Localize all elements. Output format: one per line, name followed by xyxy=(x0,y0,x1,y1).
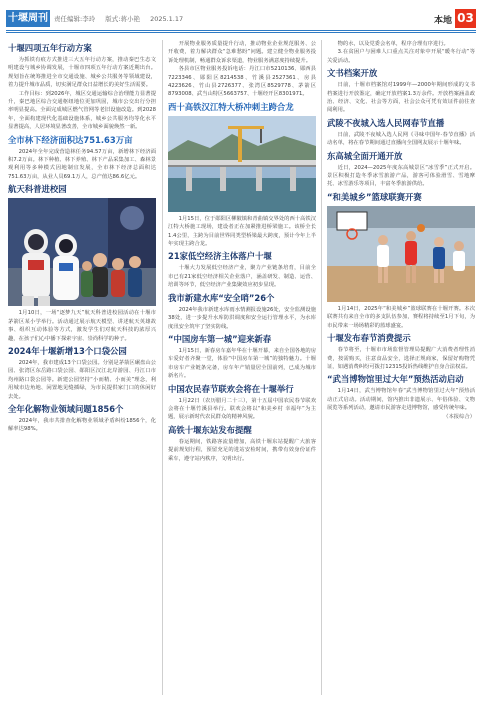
article-headline: “和美城乡”篮球联赛开赛 xyxy=(327,191,422,202)
article-headline: 西十高铁汉江特大桥冲刺主跨合龙 xyxy=(168,101,294,112)
masthead-rule xyxy=(6,30,476,31)
article-paragraph: 各县市区物业服务投诉电话：丹江口市5210136、郧西县7223346、郧阳区8214538、竹溪县2527361、房县4223626、竹山县2726377、张湾区8529778、茅箭区8793008、武当山特区5663757、十堰经开区8301971。 xyxy=(168,66,316,98)
article-paragraph: 为抓铁有痕方式推进三大五年行动方案，推动秦巴生态文明建设与城乡协调发展，十堰市四项五年行动方案近期出台。规划旨在统筹推进全市交通设施、城乡公共服务等领域建设，着力提升城市品质，切实满足群众日益增长的美好生活需要。 xyxy=(8,57,156,89)
article-headline: “中国房车第一城”迎来新春 xyxy=(168,333,272,344)
article-headline: 我市新建水库“安全哨”26个 xyxy=(168,292,275,303)
section-name: 本地 xyxy=(433,16,452,26)
photo-caption: 1月14日，2025年“和美城乡”篮球联赛在十堰开赛。本次联赛共有来自全市的多支队伍参加，赛程将持续至1月下旬，为市民带来一场场精彩的篮球盛宴。 xyxy=(327,305,475,329)
article-paragraph: 近日，2024—2025年度东高城景区“冰雪季”正式开启。景区积极打造冬季冰雪旅游产品，游客可体验滑雪、雪地摩托、冰雪游乐等项目，丰富冬季旅游供给。 xyxy=(327,164,475,188)
article-paragraph: 春节将至，十堰市市场监督管理局提醒广大消费者理性消费，按需购买，注意食品安全，选择正规商家，保留好购物凭证，如遇消费纠纷可拨打12315投诉热线维护自身合法权益。 xyxy=(327,347,475,370)
newspaper-logo: 十堰周刊 xyxy=(6,10,50,27)
article-headline: 中国农民春节联欢会将在十堰举行 xyxy=(168,383,294,394)
article-paragraph: 2024年全年完成营造林任务94.57万亩，新增林下经济面积7.2万亩。林下种植、林下养殖、林下产品采集加工、森林景观利用等多种模式因地制宜发展，全市林下经济总面积达751.63万亩，从业人员69.1万人，总产值达86.6亿元。 xyxy=(8,148,156,180)
masthead xyxy=(0,0,482,34)
photo-basketball-game xyxy=(327,206,475,302)
photo-caption: 1月10日，一场“逐梦九天”航天科普进校园活动在十堰市茅箭区某小学举行。活动通过展示航天模型、讲述航天英雄故事、组织互动体验等方式，激发学生们对航天科技的浓厚兴趣，在孩子们心中播下探索宇宙、崇尚科学的种子。 xyxy=(8,310,156,342)
article-paragraph: 工作目标：到2026年，城区交通运输综合治理能力显著提升，秦巴地区综合交通枢纽地位更加巩固，城市公交出行分担率明显提高。全面完成城区燃气管网等老旧设施改造。到2028年，全面构建现代化基础设施体系，城乡公共服务均等化水平显著提高，人居环境显著改善，全市城乡面貌焕然一新。 xyxy=(8,90,156,131)
page-number: 03 xyxy=(455,9,476,28)
article-paragraph: 开展物业服务质量提升行动，推动物业企业规范服务、公开收费，着力解决群众“急难愁盼”问题。建立健全物业服务投诉处理机制，畅通群众诉求渠道，物业服务满意度持续提升。 xyxy=(168,41,316,64)
article-headline: 高铁十堰东站发布提醒 xyxy=(168,424,252,435)
article-headline: “武当博物馆里过大年”预热活动启动 xyxy=(327,374,464,385)
article-paragraph: 3.在贫困户与困难人口重点关注对象中开展“暖冬行动”等关爱活动。 xyxy=(327,49,475,64)
column-1 xyxy=(8,40,156,434)
article-headline: 2024年十堰新增13个口袋公园 xyxy=(8,345,127,356)
article-paragraph: 2024年我市新建水库雨水情测报设施26处，安全监测设施38处，进一步提升水库防洪调度和安全运行管理水平，为水库度汛安全筑牢了坚实防线。 xyxy=(168,306,316,330)
article-headline: 21家低空经济主体落户十堰 xyxy=(168,251,272,262)
article-headline: 武陵不夜城入选人民网春节直播 xyxy=(327,117,445,128)
editor-credit: 责任编辑:李玲 xyxy=(54,15,96,23)
masthead-rule-secondary xyxy=(6,32,476,33)
article-headline: 航天科普进校园 xyxy=(8,184,67,195)
photo-space-science-event xyxy=(8,198,156,306)
article-paragraph: 2024年，我市共排查化解物业领域矛盾纠纷1856个，化解率达98%。 xyxy=(8,417,156,433)
article-paragraph: 春运期间，铁路客流量增加，高铁十堰东站提醒广大旅客提前规划行程，预留充足的进站安检时间，携带有效身份证件乘车，遵守站内秩序，文明出行。 xyxy=(168,438,316,462)
article-paragraph: 日前，十堰市档案馆对1999年—2000年期间形成的文书档案进行开放鉴定，确定开放档案1.3万余件。开放档案涵盖政治、经济、文化、社会等方面，社会公众可凭有效证件前往查阅利用。 xyxy=(327,82,475,114)
article-paragraph: 2024年，我市建成13个口袋公园。分别是茅箭区碾盘山公园、张湾区东岳路口袋公园、郧阳区汉江北岸游园、丹江口市均州路口袋公园等。新建公园坚持“小而精、小而美”理念，利用城市边角地、闲置地见缝插绿，为市民提供家门口的休闲好去处。 xyxy=(8,359,156,400)
source-note: （本报综合） xyxy=(443,413,475,420)
article-headline: 十堰发布春节消费提示 xyxy=(327,333,411,344)
photo-caption: 1月15日，位于郧阳区柳陂镇和青曲镇交界处的西十高铁汉江特大桥施工现场，建设者正在加紧推进桥梁施工。该桥全长1.4公里，主跨为目前世界同类型桥梁最大跨度，预计今年上半年实现主跨合龙。 xyxy=(168,215,316,248)
article-headline: 全市林下经济面积达751.63万亩 xyxy=(8,134,133,145)
article-headline: 全年化解物业领域问题1856个 xyxy=(8,403,124,414)
article-paragraph: 1月15日，新春房车嘉年华在十堰开幕，来自全国各地的房车爱好者齐聚一堂，体验“中国房车第一城”的独特魅力。十堰市房车产业链条完备，房车年产销量居全国前列，已成为城市新名片。 xyxy=(168,347,316,380)
masthead-meta xyxy=(54,14,191,23)
column-divider xyxy=(321,40,322,695)
article-paragraph: 十堰大力发展低空经济产业，聚力产业链条培育，目前全市已有21家低空经济相关企业落户，涵盖研发、制造、运营、培训等环节，低空经济产业集聚效应初步显现。 xyxy=(168,265,316,289)
column-3 xyxy=(327,40,475,421)
issue-date: 2025.1.17 xyxy=(150,15,184,23)
article-paragraph: 物的水，以及党委会名单，程序合理有序进行。 xyxy=(337,41,449,47)
photo-bridge-construction xyxy=(168,116,316,212)
article-headline: 十堰四项五年行动方案 xyxy=(8,43,92,53)
article-headline: 东高城全面开通开放 xyxy=(327,150,403,161)
article-paragraph: 1月14日，武当博物馆年春“武当博物馆里过大年”预热活动正式启动。活动期间，馆内推出非遗展示、年俗体验、文物展览等系列活动，邀请市民游客走进博物馆，感受传统年味。 xyxy=(327,388,475,412)
column-divider xyxy=(162,40,163,695)
designer-credit: 版式:蒋小艳 xyxy=(105,15,140,23)
article-headline: 文书档案开放 xyxy=(327,68,378,79)
article-paragraph: 日前，武陵不夜城入选人民网《寻味中国年·春节直播》活动名单，将在春节期间通过直播向全国网友展示十堰年味。 xyxy=(327,131,475,147)
article-paragraph: 1月22日（农历腊月二十三），第十五届中国农民春节联欢会将在十堰竹溪县举行。联欢会将以“和美乡村 幸福年”为主题，展示新时代农民群众的精神风貌。 xyxy=(168,397,316,421)
column-2 xyxy=(168,40,316,463)
